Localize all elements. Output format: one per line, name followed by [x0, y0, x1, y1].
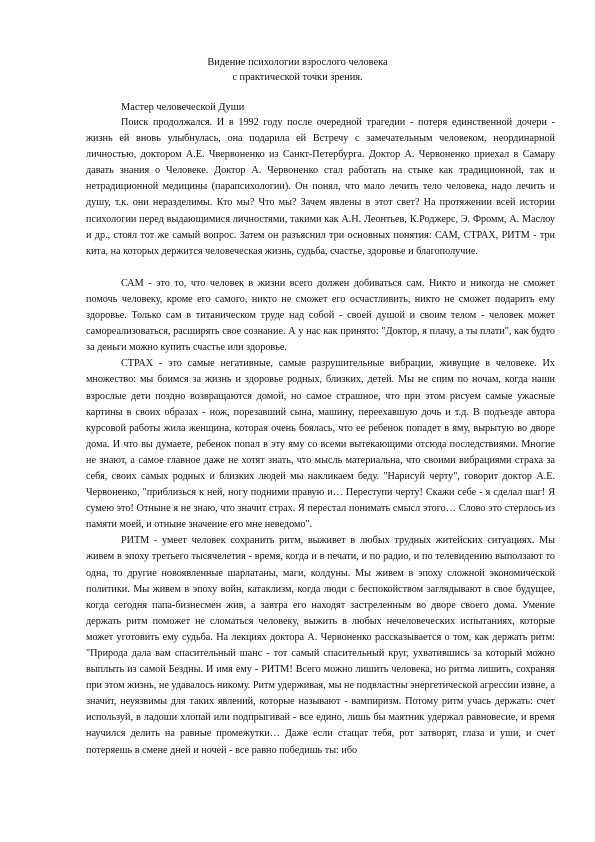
section-title: Мастер человеческой Души	[121, 102, 245, 113]
paragraph-ritm: РИТМ - умеет человек сохранить ритм, выживет в любых трудных житейских ситуациях. Мы живем в эпоху третьего тысячелетия - время, когда и в печати, и по радио, и по телевидению выползают то одна, то другие новоявленные шарлатаны, маги, колдуны. Мы живем в эпоху сложной экономической политики. Мы живем в эпоху войн, катаклизм, когда люди с беспокойством заглядывают в свое будущее, когда сегодня папа-бизнесмен жив, а завтра его находят застреленным во дворе своего дома. Умение держать ритм поможет не сломаться человеку, выжить в любых нечеловеческих испытаниях, которые может уготовить ему судьба. На лекциях доктора А. Червоненко рассказывается о том, как держать ритм: "Природа дала вам спасительный шанс - тот самый спасительный круг, ухватившись за который можно выплыть из самой Бездны. И имя ему - РИТМ! Всего можно лишить человека, но ритма лишить, сохраняя при этом жизнь, не удавалось никому. Ритм удерживая, мы не подвластны энергетической агрессии извне, а значит, неуязвимы для таких явлений, которые называют - вампиризм. Потому ритм учась держать: счет используй, в ладоши хлопай или подпрыгивай - все едино, лишь бы маятник удержал равновесие, и время научился делить на равные промежутки… Даже если стащат тебя, рот затворят, глаза и уши, и счет потеряешь в смене дней и ночей - все равно победишь ты: ибо	[86, 535, 555, 756]
document-title-line-2: с практической точки зрения.	[232, 72, 363, 83]
document-title-line-1: Видение психологии взрослого человека	[207, 57, 388, 68]
paragraph-strakh: СТРАХ - это самые негативные, самые разрушительные вибрации, живущие в человеке. Их множество: мы боимся за жизнь и здоровье родных, близких, детей. Мы не спим по ночам, когда наши взрослые дети поздно возвращаются домой, но самое страшное, что при этом рисуем самые ужасные картины в своих образах - нож, порезавший сына, машину, переехавшую дочь и т.д. В подъезде авторa курсовой работы жила женщина, которая очень боялась, что ее ребенок попадет в яму, вырытую во дворе дома. И что вы думаете, ребенок попал в эту яму со всеми вытекающими отсюда последствиями. Многие не знают, а самое главное даже не хотят знать, что мысль материальна, что своими вибрациями страха за себя, своих самых родных и близких людей мы накликаем беду. "Нарисуй черту", говорит доктор А.Е. Червоненко, "приблизься к ней, ногу подними правую и… Переступи черту! Скажи себе - я сделал шаг! Я сумею это! Отныне я не знаю, что значит страх. Я перестал понимать смысл этого… Слово это стерлось из памяти моей, и отныне значение его мне неведомо".	[86, 358, 555, 531]
paragraph-sam: САМ - это то, что человек в жизни всего должен добиваться сам. Никто и никогда не сможет помочь человеку, кроме его самого, никто не сможет его осчастливить, никто не сможет подарить ему здоровье. Только сам в титаническом труде над собой - своей душой и своим телом - человек может самореализоваться, расширять свое сознание. А у нас как принято: "Доктор, я плачу, а ты плати", как будто за деньги можно купить счастье или здоровье.	[86, 277, 555, 354]
document-body	[86, 115, 555, 759]
paragraph-intro: Поиск продолжался. И в 1992 году после очередной трагедии - потеря единственной дочери - жизнь ей вновь улыбнулась, она подарила ей Встречу с замечательным человеком, неординарной личностью, доктором А.Е. Чвервоненко из Санкт-Петербурга. Доктор А. Червоненко приехал в Самару давать знания о Человеке. Доктор А. Червоненко стал работать на стыке как традиционной, так и нетрадиционной медицины (парапсихологии). Он понял, что мало лечить тело человека, надо лечить и душу, т.к. они неразделимы. Кто мы? Что мы? Зачем явлены в этот свет? На протяжении всей истории психологии перед выдающимися личностями, такими как А.Н. Леонтьев, К.Роджерс, Э. Фромм, А. Маслоу и др., стоял тот же самый вопрос. Затем он разъяснил три основных понятия: САМ, СТРАХ, РИТМ - три кита, на которых держится человеческая жизнь, судьба, счастье, здоровье и благополучие.	[86, 117, 555, 257]
